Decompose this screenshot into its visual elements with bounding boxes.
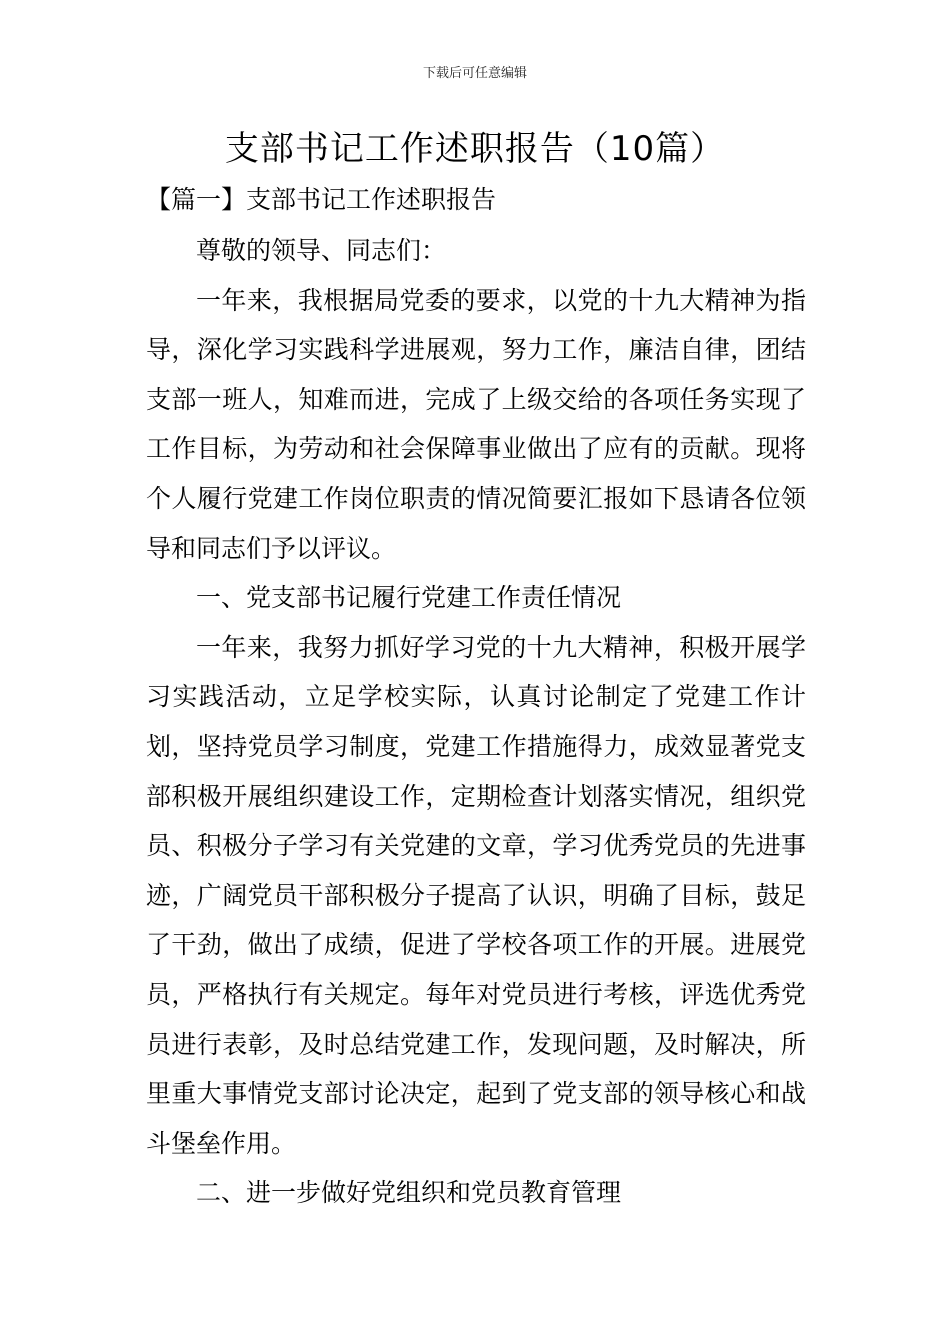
header-note: 下载后可任意编辑 xyxy=(422,66,527,81)
body-paragraph: 一年来，我努力抓好学习党的十九大精神，积极开展学习实践活动，立足学校实际，认真讨论制定了党建工作计划，坚持党员学习制度，党建工作措施得力，成效显著党支部积极开展组织建设工作，定期检查计划落实情况，组织党员、积极分子学习有关党建的文章，学习优秀党员的先进事迹，广阔党员干部积极分子提高了认识，明确了目标，鼓足了干劲，做出了成绩，促进了学校各项工作的开展。进展党员，严格执行有关规定。每年对党员进行考核，评选优秀党员进行表彰，及时总结党建工作，发现问题，及时解决，所里重大事情党支部讨论决定，起到了党支部的领导核心和战斗堡垒作用。 xyxy=(146,632,806,1158)
subheading-two: 二、进一步做好党组织和党员教育管理 xyxy=(196,1178,622,1208)
document-title: 支部书记工作述职报告（10篇） xyxy=(224,129,726,169)
intro-paragraph: 一年来，我根据局党委的要求，以党的十九大精神为指导，深化学习实践科学进展观，努力工作，廉洁自律，团结支部一班人，知难而进，完成了上级交给的各项任务实现了工作目标，为劳动和社会保障事业做出了应有的贡献。现将个人履行党建工作岗位职责的情况简要汇报如下恳请各位领导和同志们予以评议。 xyxy=(146,285,806,563)
body-text xyxy=(146,226,806,1218)
subheading-one: 一、党支部书记履行党建工作责任情况 xyxy=(196,583,622,613)
salutation-paragraph: 尊敬的领导、同志们： xyxy=(196,236,447,265)
section-heading: 【篇一】支部书记工作述职报告 xyxy=(146,185,497,214)
